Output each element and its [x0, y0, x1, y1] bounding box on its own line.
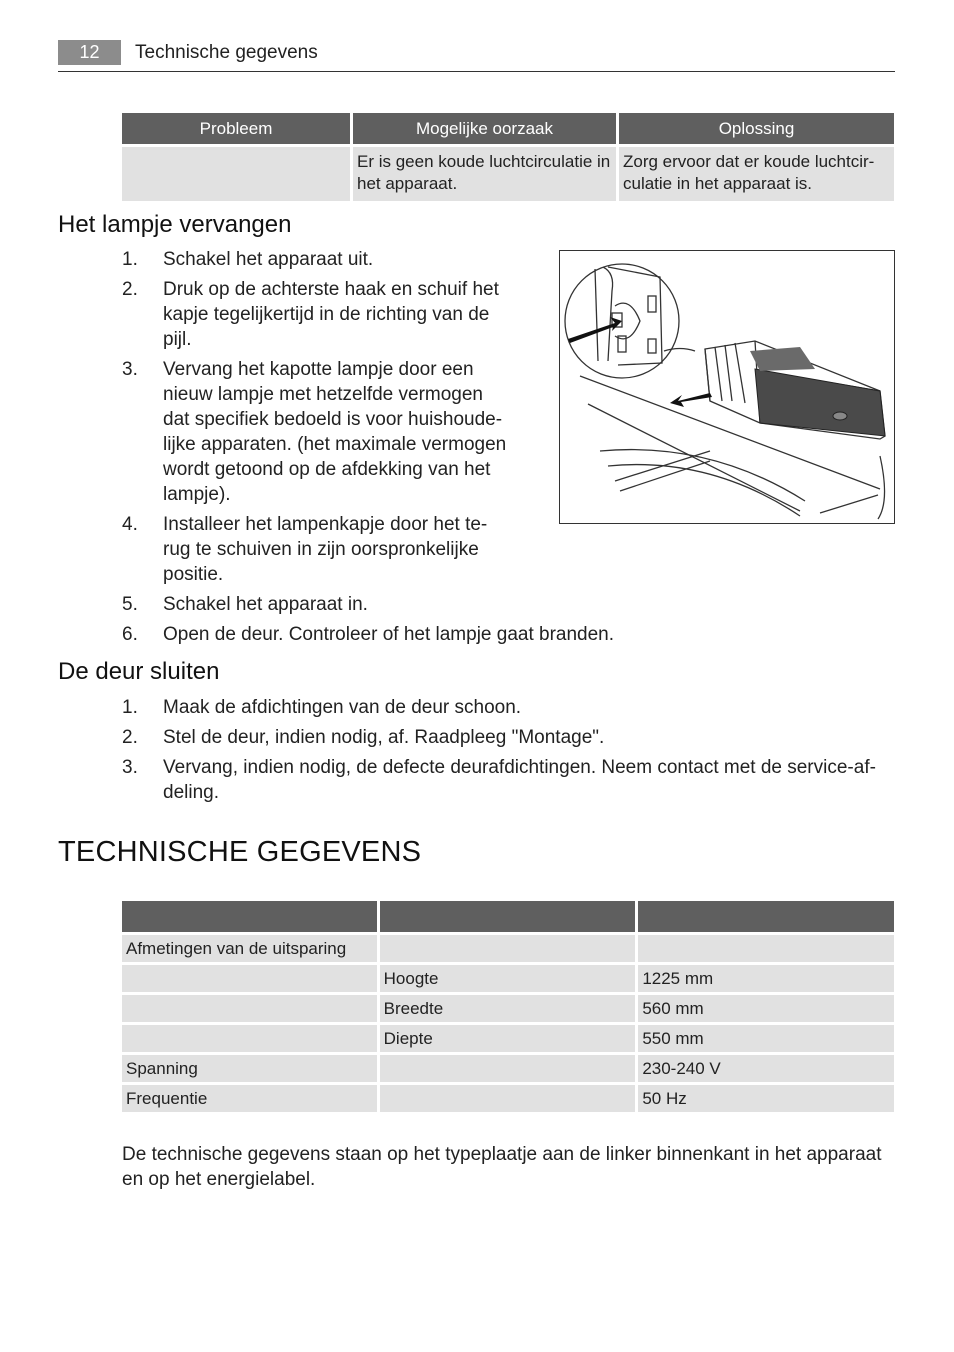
table-row — [122, 965, 894, 992]
door-steps-list — [122, 695, 892, 810]
troubleshooting-table — [119, 110, 897, 204]
page-header — [58, 40, 895, 72]
table-cell — [638, 935, 894, 962]
technical-data-table — [119, 898, 897, 1115]
step-text: Maak de afdichtingen van de deur schoon. — [163, 697, 522, 718]
table-cell: Afmetingen van de uitsparing — [122, 935, 377, 962]
table-cell: Spanning — [122, 1055, 377, 1082]
lamp-steps-list — [122, 247, 507, 592]
step-text: Druk op de achterste haak en schuif het kapje tegelijkertijd in de richting van de pijl. — [163, 279, 499, 350]
column-header — [122, 901, 377, 932]
table-header-row — [122, 901, 894, 932]
step-number: 5. — [122, 594, 138, 615]
technical-data-note: De technische gegevens staan op het typeplaatje aan de linker binnenkant in het apparaat en op het energielabel. — [122, 1144, 882, 1190]
column-header-probleem: Probleem — [122, 113, 350, 144]
table-cell — [122, 995, 377, 1022]
list-item — [122, 592, 892, 617]
step-number: 6. — [122, 624, 138, 645]
step-number: 2. — [122, 727, 138, 748]
step-number: 3. — [122, 359, 138, 380]
step-number: 1. — [122, 697, 138, 718]
step-text: Schakel het apparaat uit. — [163, 249, 374, 270]
table-row — [122, 995, 894, 1022]
list-item — [122, 755, 892, 805]
lamp-cover-illustration — [559, 250, 895, 524]
list-item — [122, 277, 507, 352]
list-item — [122, 247, 507, 272]
table-cell: Hoogte — [380, 965, 636, 992]
table-cell — [122, 965, 377, 992]
table-cell: 560 mm — [638, 995, 894, 1022]
table-cell: Frequentie — [122, 1085, 377, 1112]
page-number: 12 — [58, 40, 121, 65]
table-cell: Diepte — [380, 1025, 636, 1052]
step-text: Open de deur. Controleer of het lampje gaat branden. — [163, 624, 615, 645]
lamp-steps-list-continued — [122, 592, 892, 652]
push-arrow-icon — [568, 317, 622, 343]
table-header-row — [122, 113, 894, 144]
step-number: 1. — [122, 249, 138, 270]
table-cell: 550 mm — [638, 1025, 894, 1052]
table-cell: Zorg ervoor dat er koude luchtcir-culatie in het apparaat is. — [619, 147, 894, 201]
column-header — [380, 901, 636, 932]
step-text: Installeer het lampenkapje door het te-rug te schuiven in zijn oorspronkelijke positie. — [163, 514, 488, 585]
table-row — [122, 1025, 894, 1052]
table-cell: Er is geen koude luchtcirculatie in het apparaat. — [353, 147, 616, 201]
step-text: Vervang, indien nodig, de defecte deurafdichtingen. Neem contact met de service-af-deling. — [163, 757, 876, 803]
table-cell: 1225 mm — [638, 965, 894, 992]
list-item — [122, 357, 507, 507]
table-cell — [380, 935, 636, 962]
column-header-oorzaak: Mogelijke oorzaak — [353, 113, 616, 144]
slide-arrow-icon — [670, 393, 712, 407]
list-item — [122, 512, 507, 587]
step-number: 3. — [122, 757, 138, 778]
step-number: 2. — [122, 279, 138, 300]
step-text: Stel de deur, indien nodig, af. Raadpleeg "Montage". — [163, 727, 605, 748]
list-item — [122, 725, 892, 750]
section-heading-lamp: Het lampje vervangen — [58, 211, 292, 238]
lamp-cover-drawing — [560, 251, 894, 523]
list-item — [122, 695, 892, 720]
page-title: TECHNISCHE GEGEVENS — [58, 836, 422, 868]
column-header-oplossing: Oplossing — [619, 113, 894, 144]
table-cell — [380, 1085, 636, 1112]
list-item — [122, 622, 892, 647]
table-cell — [122, 147, 350, 201]
table-row — [122, 147, 894, 201]
step-text: Vervang het kapotte lampje door een nieuw lampje met hetzelfde vermogen dat specifiek bedoeld is voor huishoude-lijke apparaten. (het maximale vermogen wordt getoond op de afdekking van het lampje). — [163, 359, 507, 505]
table-cell — [380, 1055, 636, 1082]
table-row — [122, 1085, 894, 1112]
table-cell: Breedte — [380, 995, 636, 1022]
table-cell — [122, 1025, 377, 1052]
section-heading-door: De deur sluiten — [58, 658, 220, 685]
table-cell: 230-240 V — [638, 1055, 894, 1082]
table-row — [122, 1055, 894, 1082]
header-title: Technische gegevens — [135, 42, 318, 63]
column-header — [638, 901, 894, 932]
table-row — [122, 935, 894, 962]
table-cell: 50 Hz — [638, 1085, 894, 1112]
step-text: Schakel het apparaat in. — [163, 594, 368, 615]
step-number: 4. — [122, 514, 138, 535]
